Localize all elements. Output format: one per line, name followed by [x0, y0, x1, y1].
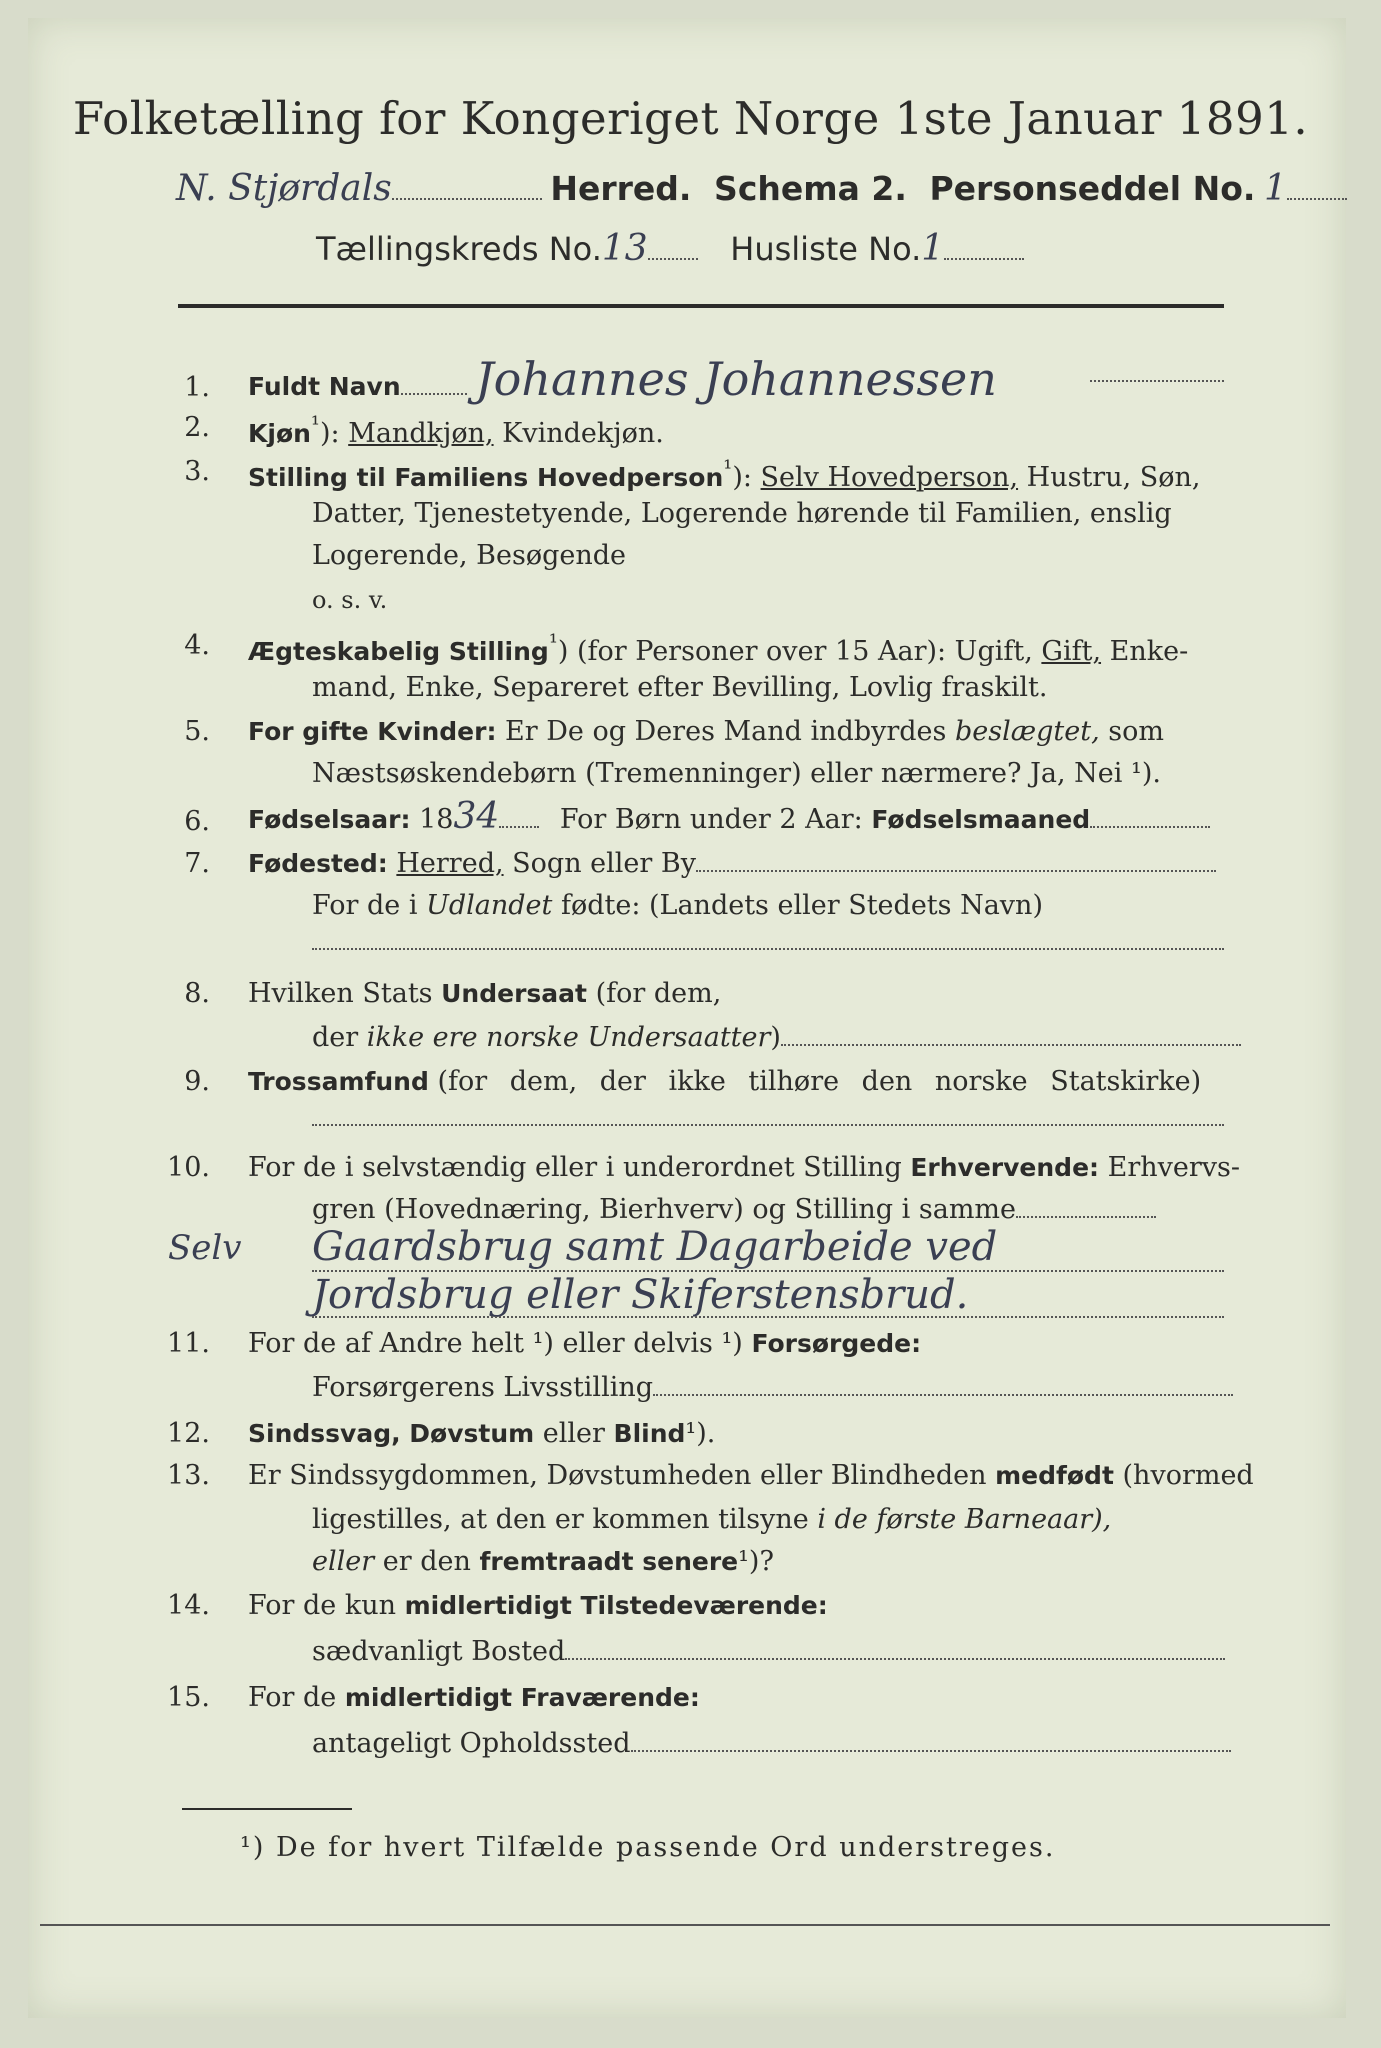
- q13-line2-italic: i de første Barneaar),: [817, 1504, 1112, 1535]
- q15-number: 15.: [167, 1682, 210, 1713]
- q10-number: 10.: [167, 1152, 210, 1183]
- q3-option-selected: Selv Hovedperson,: [760, 462, 1019, 493]
- q6-value: 34: [453, 796, 500, 837]
- q3-rest: ):: [732, 462, 752, 493]
- q7-line2b: fødte: (Landets eller Stedets Navn): [560, 890, 1043, 921]
- q7-label: Fødested:: [248, 849, 388, 878]
- footnote-rule: [182, 1808, 352, 1810]
- q12-number: 12.: [167, 1418, 210, 1449]
- q13-number: 13.: [167, 1460, 210, 1491]
- q4-label: Ægteskabelig Stilling: [248, 637, 549, 666]
- q3-sup: ¹: [723, 456, 733, 482]
- q14-line2: [312, 1636, 1225, 1667]
- q12-label: Sindssvag, Døvstum: [248, 1419, 535, 1448]
- husliste-value: 1: [921, 228, 945, 269]
- q13-line3: [312, 1546, 774, 1577]
- q9-label: Trossamfund: [248, 1067, 429, 1096]
- q13-line3a: er den: [382, 1546, 471, 1577]
- q7-line2: [312, 890, 1043, 921]
- q2-line: [248, 412, 664, 449]
- herred-value: N. Stjørdals: [176, 168, 392, 209]
- q13-line3c: ¹)?: [738, 1546, 774, 1577]
- q4-sup: ¹: [548, 630, 558, 656]
- q7-number: 7.: [184, 848, 210, 879]
- q5-label: For gifte Kvinder:: [248, 717, 497, 746]
- q3-after: Hustru, Søn,: [1026, 462, 1201, 493]
- q13-line1: [248, 1460, 1254, 1491]
- husliste-label: Husliste No.: [730, 230, 922, 268]
- q3-line3: Logerende, Besøgende: [312, 540, 626, 571]
- q8-line1c: (for dem,: [595, 978, 722, 1009]
- q7-line2-italic: Udlandet: [426, 890, 553, 921]
- q10-line1b: Erhvervende:: [910, 1153, 1100, 1182]
- q13-line1b: medfødt: [995, 1461, 1114, 1490]
- bottom-edge-line: [40, 1924, 1330, 1926]
- q7-rest: Sogn eller By: [512, 848, 696, 879]
- q3-label: Stilling til Familiens Hovedperson: [248, 463, 724, 492]
- q7-option-selected: Herred,: [396, 848, 504, 879]
- q5-line2: Næstsøskendebørn (Tremenninger) eller nærmere? Ja, Nei ¹).: [312, 758, 1161, 789]
- q1-value: Johannes Johannessen: [475, 352, 997, 406]
- q8-line1: [248, 978, 721, 1009]
- q9-number: 9.: [184, 1066, 210, 1097]
- q14-line1b: midlertidigt Tilstedeværende:: [404, 1591, 828, 1620]
- q11-line1a: For de af Andre helt ¹) eller delvis ¹): [248, 1328, 743, 1359]
- q10-value-line2: Jordsbrug eller Skiferstensbrud.: [312, 1272, 969, 1318]
- q15-line1: [248, 1682, 700, 1713]
- q14-line1: [248, 1590, 828, 1621]
- q10-line2: [312, 1194, 1156, 1225]
- q13-line1c: (hvormed: [1122, 1460, 1254, 1491]
- q8-line1b: Undersaat: [441, 979, 587, 1008]
- q8-line2: der ikke ere norske Undersaatter): [312, 1022, 1241, 1053]
- q4-line2: mand, Enke, Separeret efter Bevilling, Lovlig fraskilt.: [312, 672, 1048, 703]
- form-title: Folketælling for Kongeriget Norge 1ste Januar 1891.: [72, 92, 1309, 145]
- q6-line: [248, 796, 1210, 837]
- q6-label2: Fødselsmaaned: [871, 805, 1091, 834]
- q6-number: 6.: [184, 806, 210, 837]
- q4-option-selected: Gift,: [1041, 636, 1102, 667]
- q3-line4: o. s. v.: [312, 586, 388, 614]
- herred-line: [176, 168, 1347, 209]
- q6-label: Fødselsaar:: [248, 805, 411, 834]
- q12-line: [248, 1418, 715, 1449]
- q12-label2: Blind: [613, 1419, 686, 1448]
- q13-line1a: Er Sindssygdommen, Døvstumheden eller Blindheden: [248, 1460, 987, 1491]
- q7-line1: [248, 848, 1216, 879]
- q12-after: ¹).: [685, 1418, 716, 1449]
- q10-margin-note: Selv: [168, 1228, 242, 1268]
- q14-number: 14.: [167, 1590, 210, 1621]
- q4-line1: [248, 630, 1188, 667]
- q12-rest: eller: [542, 1418, 605, 1449]
- q13-line2: [312, 1504, 1111, 1535]
- q10-value-line1: Gaardsbrug samt Dagarbeide ved: [312, 1224, 998, 1270]
- q1-line: [248, 352, 997, 406]
- q2-label: Kjøn: [248, 419, 311, 448]
- q5-rest: Er De og Deres Mand indbyrdes: [505, 716, 947, 747]
- q13-line3b: fremtraadt senere: [479, 1547, 739, 1576]
- q3-line1: [248, 456, 1200, 493]
- q7-line2a: For de i: [312, 890, 418, 921]
- q8-line1a: Hvilken Stats: [248, 978, 433, 1009]
- q11-line1b: Forsørgede:: [751, 1329, 922, 1358]
- q2-option-male-selected: Mandkjøn,: [348, 418, 494, 449]
- q10-line1a: For de i selvstændig eller i underordnet Stilling: [248, 1152, 902, 1183]
- q15-line1b: midlertidigt Fraværende:: [344, 1683, 700, 1712]
- q13-line3-italic: eller: [312, 1546, 375, 1577]
- herred-label: Herred.: [550, 169, 692, 208]
- q5-number: 5.: [184, 716, 210, 747]
- q2-option-female: Kvindekjøn.: [502, 418, 664, 449]
- taellingskreds-value: 13: [601, 228, 648, 269]
- taellingskreds-label: Tællingskreds No.: [316, 230, 602, 268]
- q4-number: 4.: [184, 630, 210, 661]
- q2-number: 2.: [184, 412, 210, 443]
- q9-rest: (for dem, der ikke tilhøre den norske Statskirke): [437, 1066, 1202, 1097]
- q3-line2: Datter, Tjenestetyende, Logerende hørende til Familien, enslig: [312, 498, 1172, 529]
- personseddel-value: 1: [1264, 168, 1287, 209]
- q8-line2a: der: [312, 1022, 359, 1053]
- q4-after: Enke-: [1109, 636, 1189, 667]
- q8-number: 8.: [184, 978, 210, 1009]
- census-form-page: [28, 18, 1346, 2018]
- q6-mid: For Børn under 2 Aar:: [559, 804, 863, 835]
- q10-line2-text: gren (Hovednæring, Bierhverv) og Stilling i samme: [312, 1194, 1017, 1225]
- q1-number: 1.: [184, 372, 210, 403]
- header-rule: [178, 304, 1224, 308]
- q6-prefix: 18: [419, 804, 454, 835]
- q15-line2-text: antageligt Opholdssted: [312, 1728, 631, 1759]
- q3-number: 3.: [184, 456, 210, 487]
- q11-number: 11.: [167, 1328, 210, 1359]
- q11-line2-text: Forsørgerens Livsstilling: [312, 1372, 654, 1403]
- schema-label: Schema 2.: [714, 169, 907, 208]
- q5-italic: beslægtet,: [954, 716, 1100, 747]
- footnote: ¹) De for hvert Tilfælde passende Ord understreges.: [240, 1832, 1056, 1863]
- taellingskreds-line: [316, 228, 1024, 269]
- q15-line1a: For de: [248, 1682, 337, 1713]
- q9-line: [248, 1066, 1201, 1097]
- q13-line2a: ligestilles, at den er kommen tilsyne: [312, 1504, 809, 1535]
- q10-line1: [248, 1152, 1240, 1183]
- q11-line2: [312, 1372, 1233, 1403]
- q1-label: Fuldt Navn: [248, 372, 401, 401]
- q4-rest: ) (for Personer over 15 Aar): Ugift,: [557, 636, 1033, 667]
- q8-line2-italic: ikke ere norske Undersaatter: [366, 1022, 771, 1053]
- q2-rest: ):: [319, 418, 340, 449]
- q15-line2: [312, 1728, 1231, 1759]
- q11-line1: [248, 1328, 921, 1359]
- personseddel-label: Personseddel No.: [929, 169, 1256, 208]
- q14-line1a: For de kun: [248, 1590, 396, 1621]
- q10-line1c: Erhvervs-: [1107, 1152, 1241, 1183]
- q14-line2-text: sædvanligt Bosted: [312, 1636, 566, 1667]
- q5-line1: [248, 716, 1164, 747]
- q5-after: som: [1108, 716, 1164, 747]
- q2-sup: ¹: [310, 412, 320, 438]
